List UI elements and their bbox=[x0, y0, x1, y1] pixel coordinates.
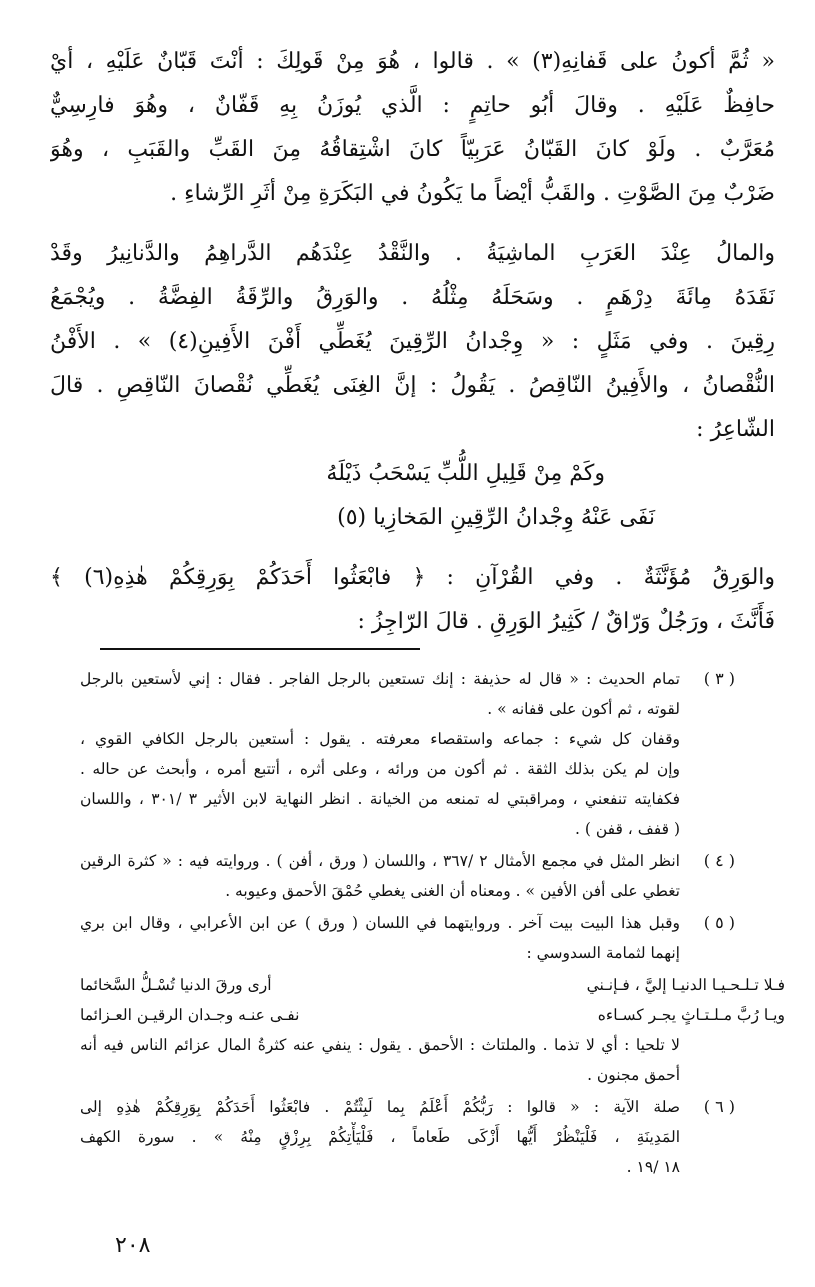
footnote-line: وإن لم يكن بذلك الثقة . ثم أكون من ورائه ، وعلى أثره ، أتتبع أمره ، وأبحث عن حاله . bbox=[80, 760, 680, 778]
footnotes bbox=[80, 664, 785, 1184]
verse-hemistich: نفـى عنـه وجـدان الرقيـن العـزائما bbox=[80, 1006, 300, 1024]
footnote-line: ( قفف ، قفن ) . bbox=[574, 820, 680, 838]
text-line: والوَرِقُ مُؤَنَّثَةٌ . وفي القُرْآنِ : ﴿ فابْعَثُوا أَحَدَكُمْ بِوَرِقِكُمْ هٰذِهِ(٦) ﴾ bbox=[50, 565, 775, 590]
footnote-line: ١٨ /١٩ . bbox=[626, 1158, 680, 1176]
footnote bbox=[80, 846, 735, 906]
footnote-line: لقوته ، ثم أكون على قفانه » . bbox=[487, 700, 680, 718]
footnote-line: إنهما لثمامة السدوسي : bbox=[526, 944, 680, 962]
footnote-verse-row bbox=[80, 1000, 785, 1030]
footnote-line: صلة الآية : « قالوا : رَبُّكُمْ أَعْلَمُ بِما لَبِثْتُمْ . فابْعَثُوا أَحَدَكُمْ بِوَرِقِكُمْ هٰذِهِ إلى bbox=[80, 1098, 680, 1116]
verse-hemistich: ويـا رُبَّ مـلـتـاثٍ يجـر كسـاءه bbox=[597, 1006, 785, 1024]
footnote-line: المَدِينَةِ ، فَلْيَنْظُرْ أَيُّها أَزْكَى طَعاماً ، فَلْيَأْتِكُمْ بِرِزْقٍ مِنْهُ » . سورة الكهف bbox=[80, 1128, 680, 1146]
footnote-line: انظر المثل في مجمع الأمثال ٢ /٣٦٧ ، واللسان ( ورق ، أفن ) . وروايته فيه : « كثرة الرقين bbox=[80, 852, 680, 870]
verse-hemistich: أرى ورقَ الدنيا تُسْـلُّ السَّخائما bbox=[80, 976, 272, 994]
text-line: الشّاعِرُ : bbox=[696, 417, 775, 442]
verse-line: وكَمْ مِنْ قَلِيلِ اللُّبِّ يَسْحَبُ ذَيْلَهُ bbox=[326, 461, 605, 486]
footnote-continuation bbox=[80, 1030, 735, 1090]
main-text bbox=[50, 40, 775, 644]
text-line: مُعَرَّبٌ . ولَوْ كانَ القَبّانُ عَرَبِيّاً كانَ اشْتِقاقُهُ مِنَ القَبِّ والقَبَبِ ، وهُوَ bbox=[50, 137, 775, 162]
footnote-number: ( ٦ ) bbox=[703, 1097, 735, 1116]
footnote-line: تمام الحديث : « قال له حذيفة : إنك تستعين بالرجل الفاجر . فقال : إني لأستعين بالرجل bbox=[80, 670, 680, 688]
footnote-line: أحمق مجنون . bbox=[587, 1066, 680, 1084]
footnote-line: وقبل هذا البيت بيت آخر . وروايتهما في اللسان ( ورق ) عن ابن الأعرابي ، وقال ابن بري bbox=[80, 914, 680, 932]
footnote-line: لا تلحيا : أي لا تذما . والملتاث : الأحمق . يقول : ينفي عنه كثرةُ المال عزائم الناس فيه أنه bbox=[80, 1036, 680, 1054]
footnote-number: ( ٥ ) bbox=[703, 913, 735, 932]
text-line: النُّقْصانُ ، والأَفِينُ النّاقِصُ . يَقُولُ : إنَّ الغِنَى يُغَطِّي نُقْصانَ النّاقِصِ . قالَ bbox=[50, 373, 775, 398]
text-line: نَقَدَهُ مِائَةَ دِرْهَمٍ . وسَحَلَهُ مِثْلُهُ . والوَرِقُ والرِّقَةُ الفِضَّةُ . ويُجْمَعُ bbox=[50, 285, 775, 310]
footnote bbox=[80, 908, 735, 968]
text-line: رِقِينَ . وفي مَثَلٍ : « وِجْدانُ الرِّقِينَ يُغَطِّي أَفْنَ الأَفِينِ(٤) » . الأَفْنُ bbox=[50, 329, 775, 354]
text-line: « ثُمَّ أكونُ على قَفانِهِ(٣) » . قالوا ، هُوَ مِنْ قَولِكَ : أنْتَ قَبّانٌ عَلَيْهِ ، أيْ bbox=[50, 49, 775, 74]
footnote-line: تغطي على أفن الأفين » . ومعناه أن الغنى يغطي حُمْقَ الأحمق وعيوبه . bbox=[225, 882, 680, 900]
footnote bbox=[80, 1092, 735, 1182]
page-number: ٢٠٨ bbox=[115, 1233, 151, 1258]
verse-hemistich: فـلا تـلـحـيـا الدنيـا إليَّ ، فـإنـني bbox=[586, 976, 785, 994]
text-line: فَأَنَّثَ ، ورَجُلٌ وَرّاقٌ / كَثِيرُ الوَرِقِ . قالَ الرّاجِزُ : bbox=[357, 609, 775, 634]
footnote-verses bbox=[80, 970, 785, 1030]
footnote-number: ( ٤ ) bbox=[703, 851, 735, 870]
footnote-line: فكفايته تنفعني ، ومراقبتي له تمنعه من الخيانة . انظر النهاية لابن الأثير ٣ /٣٠١ ، واللسان bbox=[80, 790, 680, 808]
footnote-line: وقفان كل شيء : جماعه واستقصاء معرفته . يقول : أستعين بالرجل الكافي القوي ، bbox=[80, 730, 680, 748]
footnote-divider bbox=[100, 648, 420, 650]
verse-line: نَفَى عَنْهُ وِجْدانُ الرِّقِينِ المَخازِيا (٥) bbox=[337, 505, 655, 530]
text-line: ضَرْبٌ مِنَ الصَّوْتِ . والقَبُّ أيْضاً ما يَكُونُ في البَكَرَةِ مِنْ أثَرِ الرِّشاءِ . bbox=[170, 181, 775, 206]
footnote-verse-row bbox=[80, 970, 785, 1000]
text-line: حافِظٌ عَلَيْهِ . وقالَ أبُو حاتِمٍ : الَّذي يُوزَنُ بِهِ قَفّانٌ ، وهُوَ فارِسِيٌّ bbox=[50, 93, 775, 118]
footnote bbox=[80, 664, 735, 844]
footnote-number: ( ٣ ) bbox=[703, 669, 735, 688]
text-line: والمالُ عِنْدَ العَرَبِ الماشِيَةُ . والنَّقْدُ عِنْدَهُم الدَّراهِمُ والدَّنانِيرُ وقَدْ bbox=[50, 241, 775, 266]
